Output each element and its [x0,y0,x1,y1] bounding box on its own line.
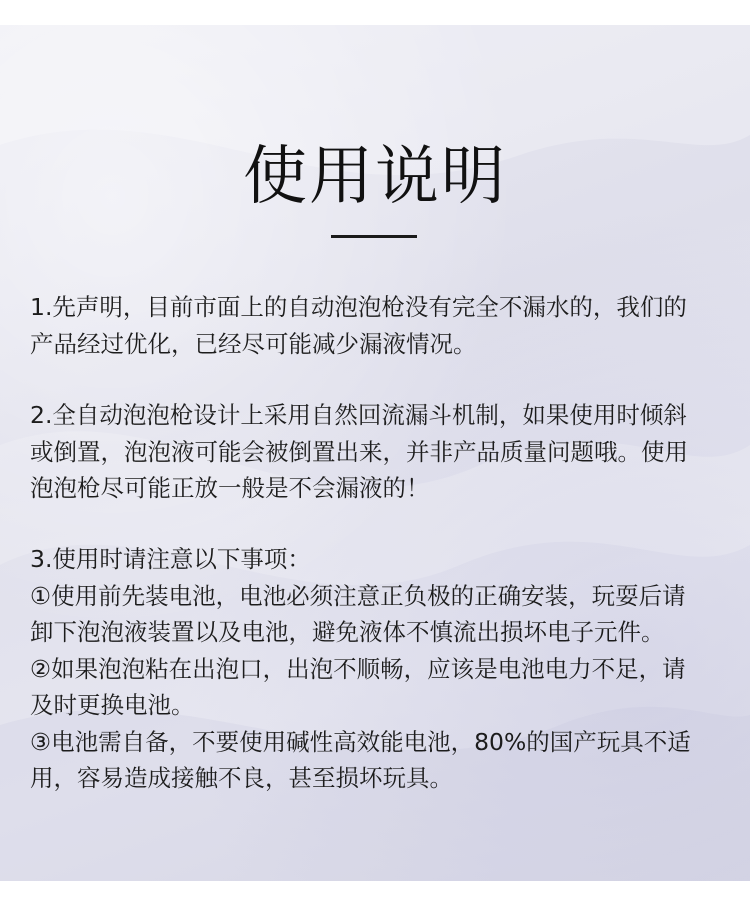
instruction-paragraph-1: 1.先声明，目前市面上的自动泡泡枪没有完全不漏水的，我们的 产品经过优化，已经尽可能减少漏液情况。 [30,293,687,358]
page-title: 使用说明 [243,140,507,214]
instruction-paragraph-2: 2.全自动泡泡枪设计上采用自然回流漏斗机制，如果使用时倾斜 或倒置，泡泡液可能会被倒置出来，并非产品质量问题哦。使用 泡泡枪尽可能正放一般是不会漏液的！ [30,401,688,502]
instruction-paragraph-3: 3.使用时请注意以下事项： ①使用前先装电池，电池必须注意正负极的正确安装，玩耍后请 卸下泡泡液装置以及电池，避免液体不慎流出损坏电子元件。 ②如果泡泡粘在出泡口，出泡不顺畅，应该是电池电力不足，请 及时更换电池。 ③电池需自备，不要使用碱性高效能电池，80%的国产玩具不适 用，容易造成接触不良，甚至损坏玩具。 [30,545,691,792]
instructions-panel [0,25,750,881]
title-underline [331,235,417,238]
